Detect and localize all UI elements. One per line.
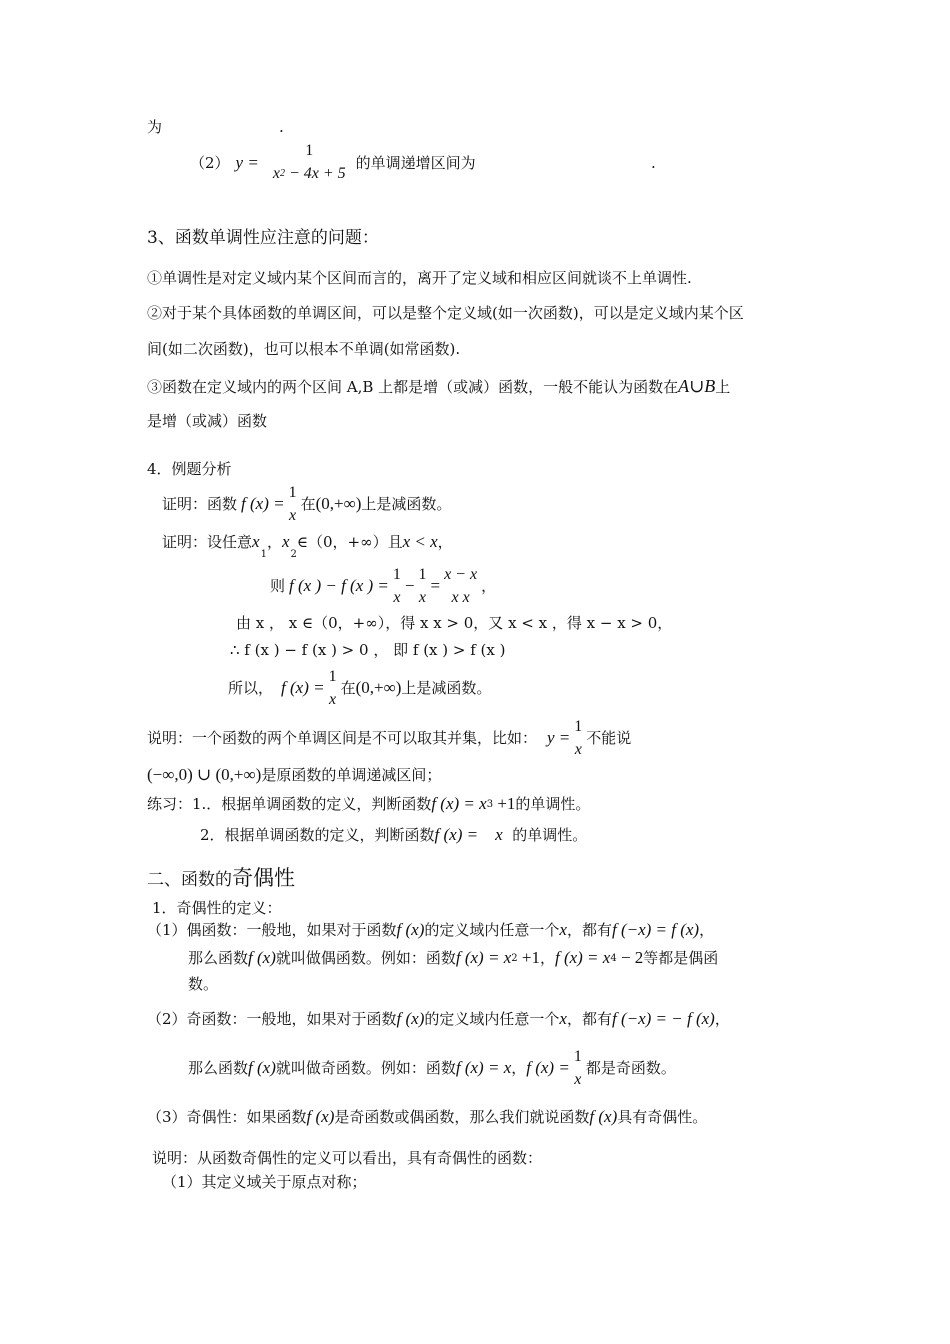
text-line: 为	[147, 118, 163, 136]
proof-line: ∴ f (x ) − f (x ) > 0 ， 即 f (x ) > f (x )	[230, 641, 506, 659]
definition-line: 那么函数f (x)就叫做偶函数。例如：函数f (x) = x2 +1，f (x) = x4 − 2等都是偶函	[188, 948, 719, 967]
proof-line: 由 x ， x ∈（0，+∞），得 x x > 0，又 x < x ，得 x − x > 0，	[236, 614, 673, 632]
exercise-line: 2．根据单调函数的定义，判断函数f (x) = x 的单调性。	[200, 825, 588, 844]
proof-line: 证明：设任意$x_1$，$x_2\in(0$，+∞）且x < x，	[162, 532, 453, 560]
sub-heading: 1．奇偶性的定义：	[152, 899, 282, 917]
exercise-2-line	[190, 137, 476, 189]
paragraph: ③函数在定义域内的两个区间 A,B 上都是增（或减）函数，一般不能认为函数在A∪B上	[147, 376, 731, 396]
definition-line: 数。	[188, 975, 219, 993]
paragraph: 是增（或减）函数	[147, 412, 268, 430]
note-line: 说明：从函数奇偶性的定义可以看出，具有奇偶性的函数：	[152, 1149, 543, 1167]
numerator: 1	[305, 141, 314, 159]
fraction: 1 x	[418, 565, 427, 606]
math-expression: y =	[235, 153, 259, 172]
text: 的单调递增区间为	[355, 154, 476, 172]
proof-line: 则 f (x ) − f (x ) = 1 x − 1 x = x − x x x ，	[270, 560, 496, 612]
proof-conclusion: 所以， f (x) = 1 x 在 (0,+∞) 上是减函数。	[228, 664, 491, 712]
item-number: （2）	[190, 154, 230, 172]
fraction: 1 x	[573, 1047, 582, 1088]
fraction	[271, 140, 348, 187]
definition-line: （1）偶函数：一般地，如果对于函数f (x)的定义域内任意一个x，都有f (−x) = f (x)，	[147, 920, 715, 939]
note-line: （1）其定义域关于原点对称；	[162, 1173, 367, 1191]
definition-line: 那么函数 f (x) 就叫做奇函数。例如：函数 f (x) = x ， f (x) = 1 x 都是奇函数。	[188, 1044, 676, 1092]
paragraph: 间(如二次函数)，也可以根本不单调(如常函数).	[147, 340, 461, 358]
fraction: x − x x x	[444, 565, 478, 606]
denominator: x2 − 4x + 5	[272, 164, 346, 182]
paragraph: ①单调性是对定义域内某个区间而言的，离开了定义域和相应区间就谈不上单调性.	[147, 269, 692, 287]
exercise-line: 练习：1.．根据单调函数的定义，判断函数f (x) = x3 +1的单调性。	[147, 794, 591, 813]
fraction: 1 x	[328, 667, 337, 708]
section-title: 4．例题分析	[147, 460, 232, 478]
section-title: 3、函数单调性应注意的问题：	[147, 228, 379, 248]
period: .	[279, 118, 284, 136]
section-heading: 二、函数的奇偶性	[147, 866, 295, 890]
definition-line: （2）奇函数：一般地，如果对于函数f (x)的定义域内任意一个x，都有f (−x) = − f (x)，	[147, 1009, 730, 1028]
math-expression: A∪B	[678, 376, 716, 396]
paragraph: ②对于某个具体函数的单调区间，可以是整个定义域(如一次函数)，可以是定义域内某个区	[147, 304, 744, 322]
note-line: (−∞,0) ∪ (0,+∞)是原函数的单调递减区间；	[147, 765, 442, 784]
period: .	[651, 154, 656, 172]
fraction: 1 x	[392, 565, 401, 606]
fraction: 1 x	[574, 717, 583, 758]
proof-statement: 证明：函数 f (x) = 1 x 在 (0,+∞) 上是减函数。	[162, 480, 451, 528]
definition-line: （3）奇偶性：如果函数f (x)是奇函数或偶函数，那么我们就说函数f (x)具有奇偶性。	[147, 1107, 708, 1126]
note-line: 说明：一个函数的两个单调区间是不可以取其并集，比如： y = 1 x 不能说	[147, 714, 631, 762]
fraction: 1 x	[288, 483, 297, 524]
